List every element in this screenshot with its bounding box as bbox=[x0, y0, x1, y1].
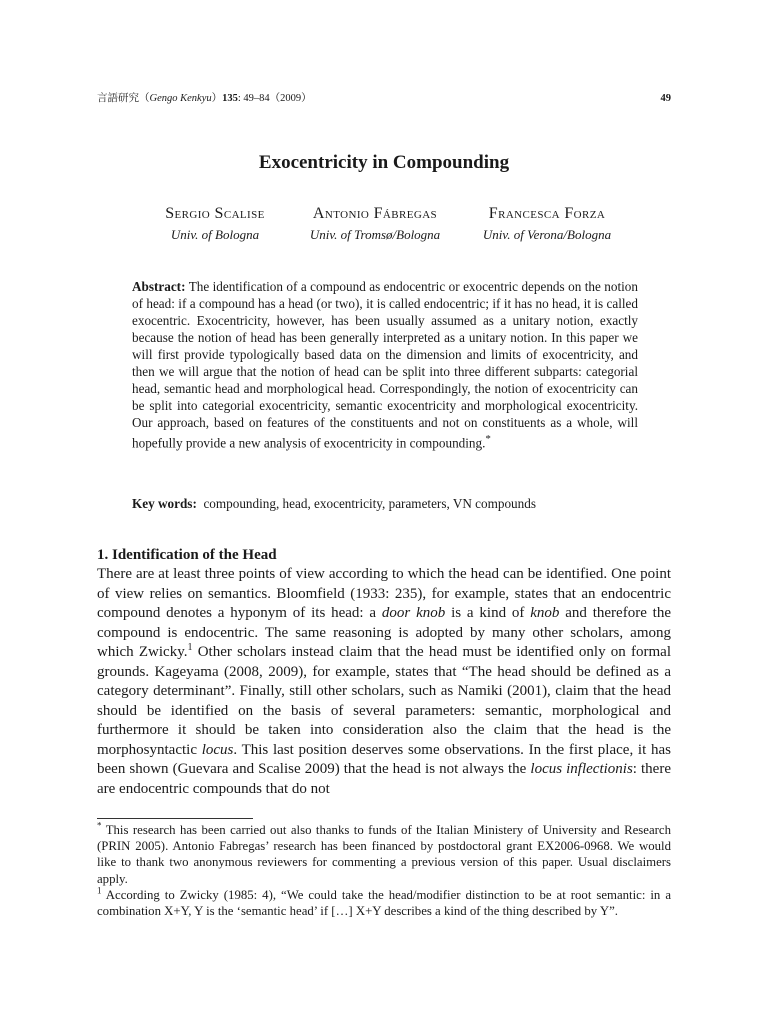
footnote-ref[interactable]: 1 bbox=[187, 642, 193, 653]
author-affiliation: Univ. of Bologna bbox=[170, 227, 260, 242]
author-affiliation: Univ. of Tromsø/Bologna bbox=[309, 227, 441, 242]
author bbox=[290, 203, 460, 245]
footnote: $^1$ According to Zwicky (1985: 4), “We could take the head/modifier distinction to be at root semantic: in a combination X+Y, Y is the ‘semantic head’ if […] X+Y describes a kind of the thing described by Y”. bbox=[97, 885, 671, 919]
abstract bbox=[132, 278, 638, 451]
abstract-footnote-mark: * bbox=[485, 433, 491, 445]
author bbox=[462, 203, 632, 245]
footnotes bbox=[97, 822, 671, 919]
author-name: Sergio Scalise bbox=[165, 205, 265, 222]
author bbox=[140, 203, 290, 245]
footnote-divider bbox=[97, 818, 253, 819]
author-list bbox=[140, 203, 630, 249]
author-name: Francesca Forza bbox=[488, 205, 606, 222]
abstract-text: The identification of a compound as endocentric or exocentric depends on the notion of head: if a compound has a head (or two), it is called endocentric; if it has no head, it is called exocentric. Exocentricity, however, has been usually assumed as a unitary notion, exactly because the notion of head has been generally interpreted as a unitary notion. In this paper we will first provide typologically based data on the dimension and limits of exocentricity, and then we will argue that the notion of head can be split into three different subparts: categorial head, semantic head and morphological head. Correspondingly, the notion of exocentricity can be split into categorial exocentricity, semantic exocentricity and morphological exocentricity. Our approach, based on features of the constituents and not on constituents as a whole, will hopefully provide a new analysis of exocentricity in compounding. bbox=[132, 279, 638, 451]
running-head bbox=[97, 92, 671, 106]
section-heading: 1. Identification of the Head bbox=[97, 547, 277, 563]
keywords-text: compounding, head, exocentricity, parameters, VN compounds bbox=[203, 496, 536, 511]
keywords-label: Key words: bbox=[132, 496, 197, 511]
journal-citation: 言語研究（Gengo Kenkyu）135: 49–84（2009） bbox=[97, 93, 312, 104]
page-number: 49 bbox=[660, 93, 671, 104]
abstract-label: Abstract: bbox=[132, 279, 186, 294]
keywords bbox=[132, 495, 638, 513]
footnote: * This research has been carried out also thanks to funds of the Italian Ministery of University and Research (PRIN 2005). Antonio Fabregas’ research has been financed by postdoctoral grant EX2006-0968. We would like to thank two anonymous reviewers for commenting a previous version of this paper. Usual disclaimers apply. bbox=[97, 820, 671, 886]
author-name: Antonio Fábregas bbox=[312, 205, 438, 222]
author-affiliation: Univ. of Verona/Bologna bbox=[482, 227, 612, 242]
body-paragraph: There are at least three points of view according to which the head can be identified. One point of view relies on semantics. Bloomfield (1933: 235), for example, states that an endocentric compound denotes a hyponym of its head: a door knob is a kind of knob and therefore the compound is endocentric. The same reasoning is adopted by many other scholars, among which Zwicky.$^1$ Other scholars instead claim that the head must be identified only on formal grounds. Kageyama (2008, 2009), for example, states that “The head should be defined as a category determinant”. Finally, still other scholars, such as Namiki (2001), claim that the head should be identified on the basis of several parameters: semantic, morphological and furthermore it should be taken into consideration also the claim that the head is the morphosyntactic locus. This last position deserves some observations. In the first place, it has been shown (Guevara and Scalise 2009) that the head is not always the locus inflectionis: there are endocentric compounds that do not bbox=[97, 566, 672, 797]
paper-title: Exocentricity in Compounding bbox=[258, 152, 510, 173]
